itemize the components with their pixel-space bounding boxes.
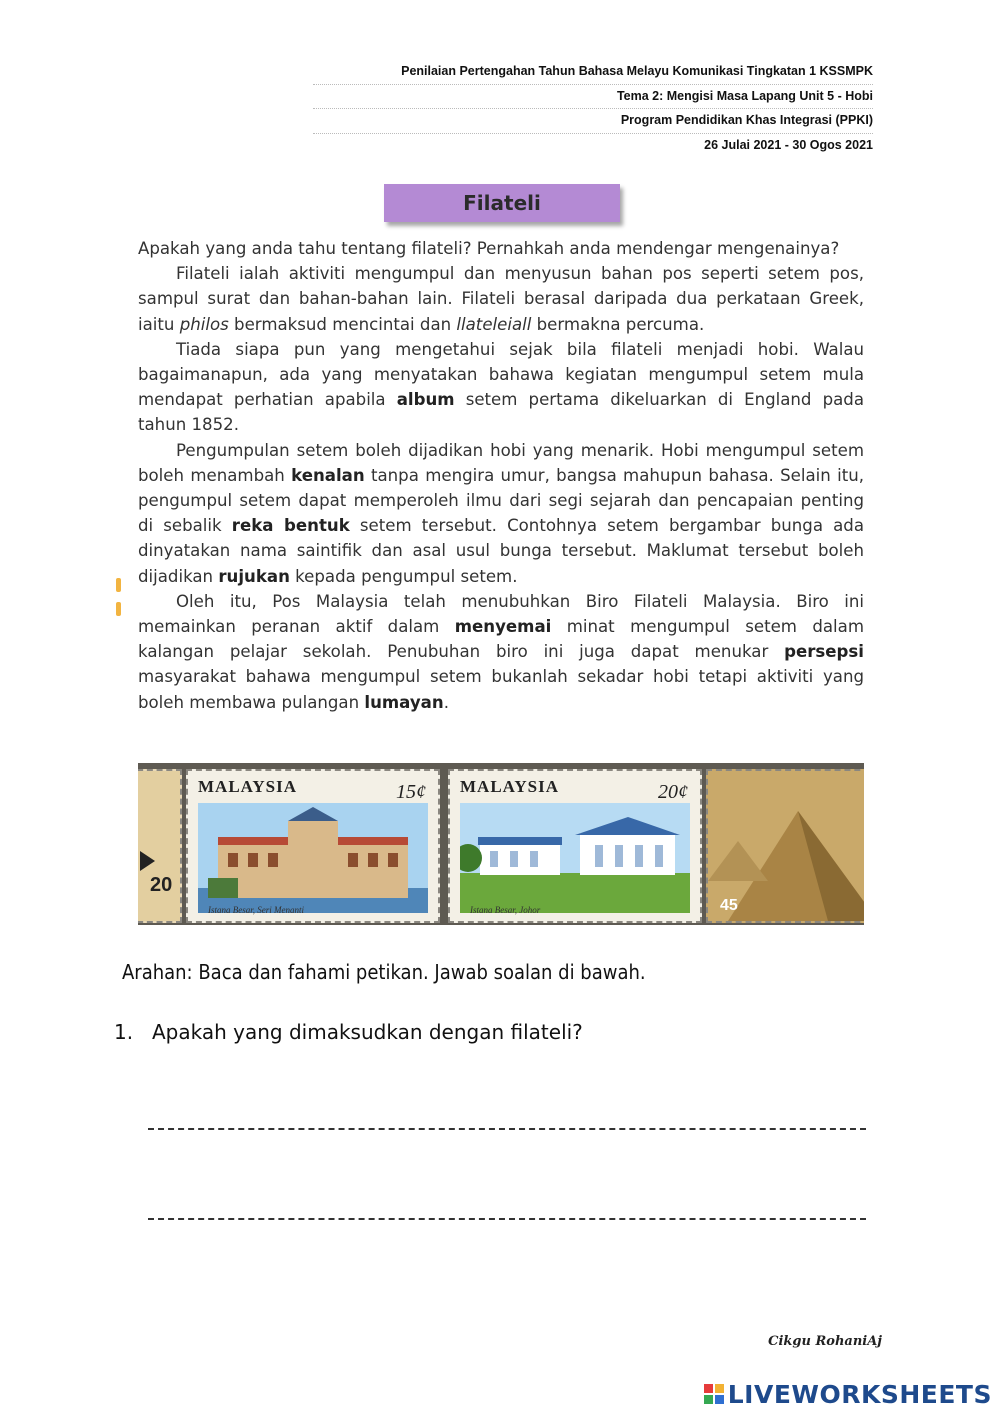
margin-marks (116, 578, 124, 638)
stamp-caption: Istana Besar, Johor (470, 905, 541, 915)
stamp-value: 45 (720, 897, 738, 914)
question-text: Apakah yang dimaksudkan dengan filateli? (152, 1020, 583, 1044)
header-line-program: Program Pendidikan Khas Integrasi (PPKI) (313, 109, 873, 134)
stamp-value: 15¢ (396, 781, 426, 803)
palace-image (460, 803, 690, 913)
stamp-caption: Istana Besar, Seri Menanti (208, 905, 304, 915)
header-line-theme: Tema 2: Mengisi Masa Lapang Unit 5 - Hobi (313, 85, 873, 110)
keyword-album: album (396, 390, 455, 410)
stamp-value: 20¢ (658, 781, 688, 803)
keyword-menyemai: menyemai (454, 617, 552, 637)
reading-passage (138, 236, 864, 715)
brand-text: LIVEWORKSHEETS (727, 1379, 992, 1409)
question-1 (114, 1020, 583, 1044)
building-image (198, 803, 428, 913)
stamp-image-strip (138, 763, 864, 925)
paragraph-1: Apakah yang anda tahu tentang filateli? Pernahkah anda mendengar mengenainya? (138, 239, 840, 258)
liveworksheets-brand (704, 1378, 992, 1410)
stamp-country: MALAYSIA (460, 777, 560, 796)
header-line-date: 26 Julai 2021 - 30 Ogos 2021 (704, 137, 873, 152)
keyword-reka-bentuk: reka bentuk (231, 516, 350, 536)
stamp-malaysia-15 (186, 769, 440, 923)
term-ateleia: llateleiall (456, 314, 532, 334)
worksheet-header (313, 60, 873, 157)
paragraph-3: Tiada siapa pun yang mengetahui sejak bila filateli menjadi hobi. Walau bagaimanapun, ada yang menyatakan bahawa kegiatan mengumpul setem mula mendapat perhatian apabila album setem pertama dikeluarkan di England pada tahun 1852. (138, 339, 864, 435)
svg-text:20: 20 (150, 874, 173, 896)
keyword-lumayan: lumayan (364, 692, 444, 712)
keyword-persepsi: persepsi (784, 642, 864, 662)
stamp-country: MALAYSIA (198, 777, 298, 796)
liveworksheets-logo-icon (704, 1384, 724, 1404)
paragraph-5: Oleh itu, Pos Malaysia telah menubuhkan Biro Filateli Malaysia. Biro ini memainkan peranan aktif dalam menyemai minat mengumpul setem dalam kalangan pelajar sekolah. Penubuhan biro ini juga dapat menukar persepsi masyarakat bahawa mengumpul setem bukanlah sekadar hobi tetapi aktiviti yang boleh membawa pulangan lumayan. (138, 591, 864, 712)
stamp-partial-left (138, 769, 182, 923)
instruction-text: Arahan: Baca dan fahami petikan. Jawab soalan di bawah. (122, 960, 646, 984)
stamp-malaysia-20 (448, 769, 702, 923)
question-number: 1. (114, 1020, 134, 1044)
passage-title: Filateli (384, 184, 620, 222)
paragraph-4: Pengumpulan setem boleh dijadikan hobi yang menarik. Hobi mengumpul setem boleh menambah kenalan tanpa mengira umur, bangsa mahupun bahasa. Selain itu, pengumpul setem dapat memperoleh ilmu dari segi sejarah dan pencapaian penting di sebalik reka bentuk setem tersebut. Contohnya setem bergambar bunga ada dinyatakan nama saintifik dan asal usul bunga tersebut. Maklumat tersebut boleh dijadikan rujukan kepada pengumpul setem. (138, 440, 864, 586)
answer-line-1[interactable] (148, 1128, 866, 1130)
paragraph-2: Filateli ialah aktiviti mengumpul dan menyusun bahan pos seperti setem pos, sampul surat dan bahan-bahan lain. Filateli berasal daripada dua perkataan Greek, iaitu philos bermaksud mencintai dan llateleiall bermakna percuma. (138, 264, 864, 334)
header-line-exam: Penilaian Pertengahan Tahun Bahasa Melayu Komunikasi Tingkatan 1 KSSMPK (313, 60, 873, 85)
answer-line-2[interactable] (148, 1218, 866, 1220)
term-philos: philos (179, 314, 229, 334)
keyword-rujukan: rujukan (218, 566, 290, 586)
keyword-kenalan: kenalan (291, 465, 365, 485)
stamp-pyramid (706, 769, 864, 923)
author-signature: Cikgu RohaniAj (768, 1334, 882, 1349)
